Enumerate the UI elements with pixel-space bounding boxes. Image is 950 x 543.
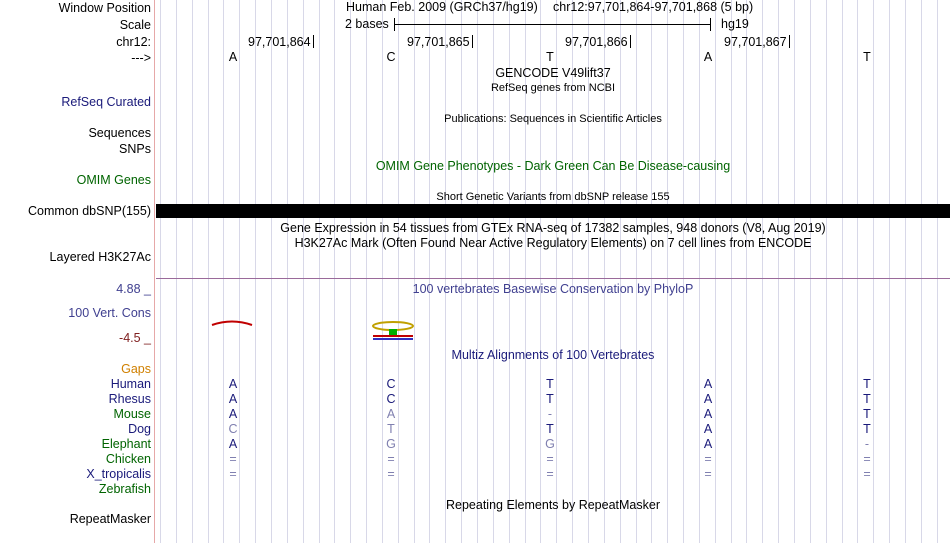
track-title-multiz[interactable]: Multiz Alignments of 100 Vertebrates — [451, 348, 655, 362]
track-title-omim[interactable]: OMIM Gene Phenotypes - Dark Green Can Be Disease-causing — [375, 159, 731, 173]
aligned-base: T — [863, 422, 871, 436]
track-title-gtex[interactable]: Gene Expression in 54 tissues from GTEx RNA-seq of 17382 samples, 948 donors (V8, Aug 2019) — [280, 221, 826, 235]
scale-text: 2 bases — [345, 17, 389, 31]
track-title-phylop[interactable]: 100 vertebrates Basewise Conservation by PhyloP — [412, 282, 694, 296]
aligned-base: T — [863, 377, 871, 391]
track-label-omim[interactable]: OMIM Genes — [76, 173, 151, 187]
species-label-xtropicalis[interactable]: X_tropicalis — [86, 467, 151, 481]
assembly-name: Human Feb. 2009 (GRCh37/hg19) — [346, 0, 538, 14]
aligned-base: T — [387, 422, 395, 436]
cons-max-value: 4.88 _ — [116, 282, 151, 296]
aligned-base: A — [228, 377, 238, 391]
base-letter: T — [863, 50, 871, 64]
ruler-tick — [472, 35, 473, 48]
aligned-base: T — [863, 392, 871, 406]
aligned-base: = — [387, 467, 395, 481]
track-title-h3k27ac[interactable]: H3K27Ac Mark (Often Found Near Active Regulatory Elements) on 7 cell lines from ENCODE — [294, 236, 812, 250]
base-letter: A — [703, 50, 713, 64]
scale-db: hg19 — [721, 17, 749, 31]
track-title-refseq[interactable]: RefSeq genes from NCBI — [490, 82, 616, 94]
conservation-peak-1 — [210, 318, 254, 328]
ruler-tick — [313, 35, 314, 48]
aligned-base: = — [704, 467, 712, 481]
track-title-publications[interactable]: Publications: Sequences in Scientific Articles — [444, 113, 662, 125]
aligned-base: A — [386, 407, 396, 421]
aligned-base: A — [228, 437, 238, 451]
aligned-base: = — [546, 452, 554, 466]
window-coordinates: chr12:97,701,864-97,701,868 (5 bp) — [553, 0, 754, 14]
species-label-rhesus[interactable]: Rhesus — [108, 392, 151, 406]
species-label-mouse[interactable]: Mouse — [113, 407, 151, 421]
aligned-base: = — [387, 452, 395, 466]
species-label-human[interactable]: Human — [110, 377, 151, 391]
aligned-base: - — [547, 407, 553, 421]
scale-bar-right-tick — [710, 18, 711, 31]
aligned-base: A — [703, 437, 713, 451]
scale-bar — [394, 24, 711, 25]
label-divider — [154, 0, 155, 543]
aligned-base: G — [386, 437, 396, 451]
aligned-base: A — [703, 422, 713, 436]
conservation-logo-2 — [368, 320, 418, 344]
aligned-base: A — [703, 392, 713, 406]
window-position-label: Window Position — [58, 1, 151, 15]
ruler-tick — [789, 35, 790, 48]
aligned-base: = — [863, 467, 871, 481]
aligned-base: = — [229, 467, 237, 481]
dbsnp-feature-bar[interactable] — [156, 204, 950, 218]
aligned-base: A — [228, 407, 238, 421]
chromosome-label: chr12: — [116, 35, 151, 49]
aligned-base: = — [546, 467, 554, 481]
aligned-base: A — [703, 377, 713, 391]
species-label-chicken[interactable]: Chicken — [105, 452, 151, 466]
aligned-base: C — [228, 422, 238, 436]
aligned-base: C — [386, 392, 396, 406]
aligned-base: = — [863, 452, 871, 466]
aligned-base: - — [864, 437, 870, 451]
aligned-base: = — [704, 452, 712, 466]
ruler-label: 97,701,865 — [407, 35, 470, 49]
ruler-label: 97,701,867 — [724, 35, 787, 49]
aligned-base: T — [546, 392, 554, 406]
ruler-label: 97,701,866 — [565, 35, 628, 49]
track-label-cons[interactable]: 100 Vert. Cons — [68, 306, 151, 320]
h3k27ac-signal-baseline — [156, 278, 950, 279]
species-label-dog[interactable]: Dog — [128, 422, 151, 436]
strand-label: ---> — [131, 51, 151, 65]
track-label-dbsnp[interactable]: Common dbSNP(155) — [28, 204, 151, 218]
aligned-base: = — [229, 452, 237, 466]
cons-min-value: -4.5 _ — [119, 331, 151, 345]
species-label-elephant[interactable]: Elephant — [101, 437, 151, 451]
aligned-base: A — [228, 392, 238, 406]
aligned-base: G — [545, 437, 555, 451]
track-label-sequences[interactable]: Sequences — [88, 126, 151, 140]
track-label-snps[interactable]: SNPs — [119, 142, 151, 156]
track-title-repeatmasker[interactable]: Repeating Elements by RepeatMasker — [445, 498, 660, 512]
track-label-repeatmasker[interactable]: RepeatMasker — [69, 512, 151, 526]
aligned-base: A — [703, 407, 713, 421]
aligned-base: T — [546, 422, 554, 436]
aligned-base: T — [546, 377, 554, 391]
base-letter: A — [228, 50, 238, 64]
track-title-gencode[interactable]: GENCODE V49lift37 — [495, 66, 611, 80]
track-label-refseq[interactable]: RefSeq Curated — [61, 95, 151, 109]
track-label-gaps[interactable]: Gaps — [121, 362, 151, 376]
aligned-base: T — [863, 407, 871, 421]
base-letter: C — [386, 50, 396, 64]
ruler-label: 97,701,864 — [248, 35, 311, 49]
track-label-h3k27ac[interactable]: Layered H3K27Ac — [49, 250, 151, 264]
track-label-panel — [0, 0, 154, 543]
ruler-tick — [630, 35, 631, 48]
track-title-dbsnp[interactable]: Short Genetic Variants from dbSNP release 155 — [436, 191, 670, 203]
species-label-zebrafish[interactable]: Zebrafish — [98, 482, 151, 496]
base-letter: T — [546, 50, 554, 64]
aligned-base: C — [386, 377, 396, 391]
scale-label: Scale — [119, 18, 151, 32]
